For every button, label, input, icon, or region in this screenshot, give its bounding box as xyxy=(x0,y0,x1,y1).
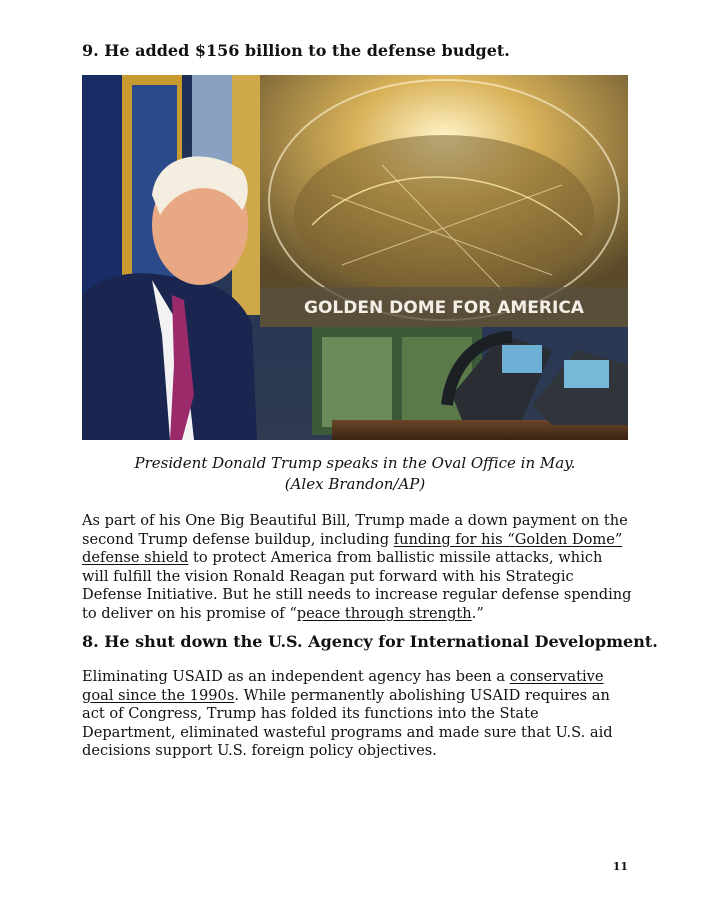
caption-credit: (Alex Brandon/AP) xyxy=(284,475,426,493)
paragraph-text: Eliminating USAID as an independent agency has been a xyxy=(82,668,510,685)
photo-caption xyxy=(82,453,628,495)
section-9-heading: 9. He added $156 billion to the defense budget. xyxy=(82,41,510,60)
golden-dome-overlay-text: GOLDEN DOME FOR AMERICA xyxy=(304,298,584,318)
paragraph-text: As part of his One Big Beautiful Bill, Trump made a down payment on the second Trump defense buildup, including xyxy=(82,512,628,548)
news-photo xyxy=(82,75,628,440)
conservative-goal-link[interactable]: conservative goal since the 1990s xyxy=(82,668,604,704)
caption-line-1: President Donald Trump speaks in the Oval Office in May. xyxy=(134,454,576,472)
paragraph-text: . While permanently abolishing USAID requires an act of Congress, Trump has folded its functions into the State Department, eliminated wasteful programs and made sure that U.S. aid decisions support U.S. foreign policy objectives. xyxy=(82,686,613,760)
section-8-heading: 8. He shut down the U.S. Agency for International Development. xyxy=(82,632,658,651)
page-number: 11 xyxy=(612,860,628,873)
paragraph-text: .” xyxy=(471,604,484,622)
peace-through-strength-link[interactable]: peace through strength xyxy=(296,604,472,622)
paragraph-text: to protect America from ballistic missile attacks, which will fulfill the vision Ronald Reagan put forward with his Strategic Defense Initiative. But he still needs to increase regular defense spending to deliver on his promise of “ xyxy=(82,549,632,622)
paragraph-usaid xyxy=(82,668,632,761)
golden-dome-funding-link[interactable]: funding for his “Golden Dome” defense shield xyxy=(82,530,623,567)
paragraph-defense xyxy=(82,512,632,624)
